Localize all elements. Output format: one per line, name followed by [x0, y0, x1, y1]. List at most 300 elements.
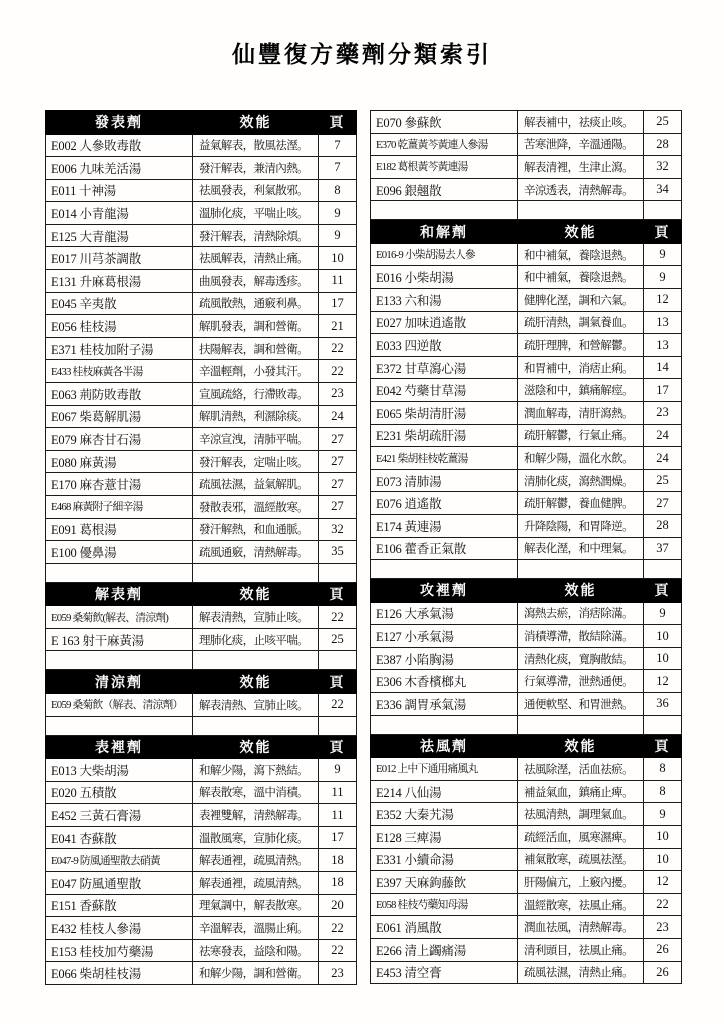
effect-cell: 解表通裡，疏風清熱。: [193, 849, 319, 872]
formula-row: [371, 780, 682, 803]
effect-cell: 祛風解表，清熱止痛。: [193, 247, 319, 270]
effect-cell: 潤血祛風，清熱解毒。: [518, 916, 644, 939]
formula-row: [371, 961, 682, 984]
spacer-cell: [46, 563, 193, 582]
formula-row: [371, 243, 682, 266]
spacer-cell: [319, 563, 357, 582]
effect-cell: 辛涼透表，清熱解毒。: [518, 178, 644, 201]
formula-row: [46, 202, 357, 225]
page-cell: 28: [644, 133, 682, 156]
effect-cell: 升降陰陽，和胃降逆。: [518, 515, 644, 538]
page-cell: 27: [319, 428, 357, 451]
formula-row: [46, 247, 357, 270]
effect-cell: 辛溫輕劑，小發其汗。: [193, 360, 319, 383]
index-table-right-body: [371, 111, 682, 984]
formula-row: [371, 379, 682, 402]
effect-column-header: 效能: [193, 735, 319, 759]
formula-row: [371, 825, 682, 848]
effect-cell: 疏肝清熱，調氣養血。: [518, 311, 644, 334]
formula-name-cell: E306 木香檳榔丸: [371, 670, 518, 693]
page-column-header: 頁: [319, 111, 357, 135]
page-cell: 23: [644, 916, 682, 939]
section-header-row: [371, 734, 682, 758]
effect-cell: 疏肝解鬱，行氣止痛。: [518, 424, 644, 447]
formula-row: [46, 894, 357, 917]
page-cell: 9: [319, 224, 357, 247]
formula-row: [46, 872, 357, 895]
formula-row: [46, 826, 357, 849]
page-cell: 27: [644, 492, 682, 515]
page-cell: 32: [319, 518, 357, 541]
formula-name-cell: E433 桂枝麻黃各半湯: [46, 360, 193, 383]
page-column-header: 頁: [319, 735, 357, 759]
formula-row: [371, 334, 682, 357]
formula-row: [46, 270, 357, 293]
section-category-header: 祛風劑: [371, 734, 518, 758]
spacer-cell: [518, 560, 644, 579]
spacer-cell: [518, 201, 644, 220]
section-header-row: [371, 579, 682, 603]
formula-name-cell: E065 柴胡清肝湯: [371, 402, 518, 425]
formula-name-cell: E170 麻杏薏甘湯: [46, 473, 193, 496]
page-cell: 8: [644, 758, 682, 781]
formula-name-cell: E091 葛根湯: [46, 518, 193, 541]
formula-name-cell: E020 五積散: [46, 781, 193, 804]
section-spacer-row: [46, 651, 357, 670]
formula-name-cell: E047-9 防風通聖散去硝黃: [46, 849, 193, 872]
formula-name-cell: E033 四逆散: [371, 334, 518, 357]
page-cell: 34: [644, 178, 682, 201]
page-cell: 36: [644, 693, 682, 716]
formula-row: [46, 405, 357, 428]
formula-row: [371, 916, 682, 939]
page-cell: 12: [644, 289, 682, 312]
page-cell: 23: [319, 383, 357, 406]
formula-name-cell: E056 桂枝湯: [46, 315, 193, 338]
formula-name-cell: E331 小續命湯: [371, 848, 518, 871]
formula-name-cell: E027 加味逍遙散: [371, 311, 518, 334]
spacer-cell: [371, 560, 518, 579]
formula-name-cell: E371 桂枝加附子湯: [46, 337, 193, 360]
page-cell: 27: [319, 450, 357, 473]
effect-cell: 發汗解表，清熱除煩。: [193, 224, 319, 247]
page-cell: 9: [644, 243, 682, 266]
formula-name-cell: E013 大柴胡湯: [46, 759, 193, 782]
page-cell: 25: [644, 469, 682, 492]
formula-row: [371, 178, 682, 201]
effect-cell: 健脾化溼，調和六氣。: [518, 289, 644, 312]
formula-name-cell: E133 六和湯: [371, 289, 518, 312]
effect-cell: 理肺化痰，止咳平喘。: [193, 628, 319, 651]
formula-name-cell: E067 柴葛解肌湯: [46, 405, 193, 428]
formula-row: [371, 938, 682, 961]
page-cell: 21: [319, 315, 357, 338]
page-cell: 11: [319, 781, 357, 804]
page-column-header: 頁: [319, 670, 357, 694]
formula-row: [46, 606, 357, 629]
page-cell: 11: [319, 270, 357, 293]
formula-row: [46, 804, 357, 827]
spacer-cell: [193, 563, 319, 582]
effect-cell: 發散表邪，溫經散寒。: [193, 496, 319, 519]
formula-row: [371, 289, 682, 312]
formula-name-cell: E041 杏蘇散: [46, 826, 193, 849]
formula-name-cell: E106 藿香正氣散: [371, 537, 518, 560]
effect-cell: 和中補氣，養陰退熱。: [518, 243, 644, 266]
formula-row: [371, 871, 682, 894]
effect-cell: 疏風散熱，通竅利鼻。: [193, 292, 319, 315]
effect-cell: 和解少陽，溫化水飲。: [518, 447, 644, 470]
formula-row: [371, 848, 682, 871]
effect-cell: 益氣解表，散風祛溼。: [193, 134, 319, 157]
page-cell: 26: [644, 961, 682, 984]
formula-name-cell: E352 大秦艽湯: [371, 803, 518, 826]
effect-cell: 瀉熱去瘀，消痞除滿。: [518, 602, 644, 625]
effect-cell: 解表通裡，疏風清熱。: [193, 872, 319, 895]
effect-cell: 解肌發表，調和營衛。: [193, 315, 319, 338]
page-column-header: 頁: [644, 220, 682, 244]
page-cell: 22: [319, 939, 357, 962]
page-cell: 26: [644, 938, 682, 961]
page-cell: 22: [644, 893, 682, 916]
formula-name-cell: E059 桑菊飲（解表、清涼劑）: [46, 693, 193, 716]
formula-name-cell: E047 防風通聖散: [46, 872, 193, 895]
effect-column-header: 效能: [193, 582, 319, 606]
section-category-header: 解表劑: [46, 582, 193, 606]
effect-cell: 通便軟堅、和胃泄熱。: [518, 693, 644, 716]
formula-name-cell: E128 三痺湯: [371, 825, 518, 848]
effect-cell: 溫散風寒，宣肺化痰。: [193, 826, 319, 849]
page-cell: 14: [644, 356, 682, 379]
effect-cell: 清肺化痰，瀉熱潤燥。: [518, 469, 644, 492]
formula-row: [371, 670, 682, 693]
formula-row: [46, 518, 357, 541]
index-table-left: [45, 110, 357, 985]
formula-name-cell: E063 荊防敗毒散: [46, 383, 193, 406]
formula-row: [371, 111, 682, 134]
section-spacer-row: [371, 201, 682, 220]
formula-name-cell: E387 小陷胸湯: [371, 647, 518, 670]
formula-name-cell: E014 小青龍湯: [46, 202, 193, 225]
formula-row: [46, 179, 357, 202]
formula-name-cell: E131 升麻葛根湯: [46, 270, 193, 293]
page-cell: 24: [319, 405, 357, 428]
effect-cell: 宣風疏絡，行滯敗毒。: [193, 383, 319, 406]
section-header-row: [46, 735, 357, 759]
formula-row: [46, 450, 357, 473]
formula-name-cell: E016 小柴胡湯: [371, 266, 518, 289]
formula-row: [371, 266, 682, 289]
page-cell: 10: [319, 247, 357, 270]
formula-row: [46, 628, 357, 651]
effect-cell: 解表清熱，宣肺止咳。: [193, 606, 319, 629]
page-cell: 27: [319, 473, 357, 496]
formula-row: [46, 496, 357, 519]
section-spacer-row: [371, 560, 682, 579]
effect-cell: 潤血解毒，清肝瀉熱。: [518, 402, 644, 425]
section-category-header: 攻裡劑: [371, 579, 518, 603]
effect-cell: 祛風清熱，調理氣血。: [518, 803, 644, 826]
formula-name-cell: E214 八仙湯: [371, 780, 518, 803]
spacer-cell: [644, 560, 682, 579]
formula-row: [46, 541, 357, 564]
formula-name-cell: E151 香蘇散: [46, 894, 193, 917]
page-cell: 20: [319, 894, 357, 917]
effect-cell: 補氣散寒，疏風祛溼。: [518, 848, 644, 871]
page-cell: 7: [319, 134, 357, 157]
effect-cell: 解表散寒，溫中消積。: [193, 781, 319, 804]
formula-name-cell: E174 黃連湯: [371, 515, 518, 538]
effect-cell: 辛溫解表，溫腸止痢。: [193, 917, 319, 940]
page-cell: 10: [644, 647, 682, 670]
page-cell: 8: [644, 780, 682, 803]
page-column-header: 頁: [644, 579, 682, 603]
formula-row: [46, 134, 357, 157]
formula-row: [371, 469, 682, 492]
formula-name-cell: E045 辛夷散: [46, 292, 193, 315]
effect-cell: 辛涼宣洩，清肺平喘。: [193, 428, 319, 451]
page-cell: 37: [644, 537, 682, 560]
effect-cell: 解表化溼，和中理氣。: [518, 537, 644, 560]
formula-name-cell: E231 柴胡疏肝湯: [371, 424, 518, 447]
formula-row: [371, 424, 682, 447]
effect-cell: 滋陰和中，鎮痛解痙。: [518, 379, 644, 402]
formula-name-cell: E453 清空膏: [371, 961, 518, 984]
page-cell: 24: [644, 447, 682, 470]
page-cell: 35: [319, 541, 357, 564]
formula-row: [46, 337, 357, 360]
formula-name-cell: E079 麻杏甘石湯: [46, 428, 193, 451]
page-cell: 9: [319, 202, 357, 225]
page-cell: 27: [319, 496, 357, 519]
page-cell: 23: [644, 402, 682, 425]
page-cell: 10: [644, 825, 682, 848]
formula-row: [371, 893, 682, 916]
formula-row: [46, 224, 357, 247]
spacer-cell: [371, 201, 518, 220]
formula-name-cell: E372 甘草瀉心湯: [371, 356, 518, 379]
spacer-cell: [46, 716, 193, 735]
formula-row: [46, 962, 357, 985]
page-cell: 10: [644, 625, 682, 648]
page-cell: 17: [319, 826, 357, 849]
page-cell: 28: [644, 515, 682, 538]
effect-cell: 肝陽偏亢，上竅內擾。: [518, 871, 644, 894]
formula-row: [371, 803, 682, 826]
formula-row: [46, 383, 357, 406]
formula-name-cell: E 163 射干麻黃湯: [46, 628, 193, 651]
formula-row: [371, 647, 682, 670]
page-cell: 25: [644, 111, 682, 134]
formula-row: [371, 156, 682, 179]
section-category-header: 發表劑: [46, 111, 193, 135]
formula-name-cell: E153 桂枝加芍藥湯: [46, 939, 193, 962]
formula-name-cell: E397 天麻鉤藤飲: [371, 871, 518, 894]
effect-cell: 發汗解熱，和血通脈。: [193, 518, 319, 541]
formula-name-cell: E059 桑菊飲(解表、清涼劑): [46, 606, 193, 629]
formula-name-cell: E452 三黃石膏湯: [46, 804, 193, 827]
effect-cell: 祛風除溼，活血祛瘀。: [518, 758, 644, 781]
section-header-row: [46, 670, 357, 694]
section-category-header: 和解劑: [371, 220, 518, 244]
formula-row: [371, 537, 682, 560]
formula-row: [371, 402, 682, 425]
formula-row: [46, 781, 357, 804]
formula-name-cell: E042 芍藥甘草湯: [371, 379, 518, 402]
section-spacer-row: [371, 715, 682, 734]
effect-cell: 發汗解表，定喘止咳。: [193, 450, 319, 473]
formula-row: [46, 939, 357, 962]
formula-row: [46, 759, 357, 782]
formula-row: [371, 515, 682, 538]
effect-cell: 發汗解表，兼清內熱。: [193, 157, 319, 180]
page-cell: 22: [319, 360, 357, 383]
page-cell: 22: [319, 693, 357, 716]
spacer-cell: [46, 651, 193, 670]
formula-row: [46, 428, 357, 451]
formula-name-cell: E125 大青龍湯: [46, 224, 193, 247]
page-cell: 32: [644, 156, 682, 179]
formula-row: [371, 133, 682, 156]
formula-name-cell: E017 川芎茶調散: [46, 247, 193, 270]
spacer-cell: [319, 651, 357, 670]
effect-cell: 苦寒泄降，辛溫通陽。: [518, 133, 644, 156]
formula-name-cell: E016-9 小柴胡湯去人參: [371, 243, 518, 266]
page-cell: 12: [644, 670, 682, 693]
effect-cell: 疏風通竅，清熱解毒。: [193, 541, 319, 564]
formula-name-cell: E421 柴胡桂枝乾薑湯: [371, 447, 518, 470]
page-cell: 9: [644, 602, 682, 625]
formula-row: [46, 693, 357, 716]
effect-cell: 和胃補中，消痞止痢。: [518, 356, 644, 379]
formula-name-cell: E370 乾薑黃芩黃連人參湯: [371, 133, 518, 156]
formula-name-cell: E073 清肺湯: [371, 469, 518, 492]
page-column-header: 頁: [644, 734, 682, 758]
effect-cell: 溫肺化痰，平喘止咳。: [193, 202, 319, 225]
formula-name-cell: E066 柴胡桂枝湯: [46, 962, 193, 985]
effect-cell: 理氣調中，解表散寒。: [193, 894, 319, 917]
effect-cell: 解表補中，祛痰止咳。: [518, 111, 644, 134]
spacer-cell: [193, 716, 319, 735]
spacer-cell: [193, 651, 319, 670]
spacer-cell: [644, 715, 682, 734]
formula-row: [371, 356, 682, 379]
effect-cell: 扶陽解表，調和營衛。: [193, 337, 319, 360]
formula-row: [371, 758, 682, 781]
effect-column-header: 效能: [518, 734, 644, 758]
section-header-row: [46, 582, 357, 606]
effect-cell: 疏風祛濕，益氣解肌。: [193, 473, 319, 496]
formula-row: [46, 849, 357, 872]
effect-cell: 疏經活血，風寒濕痺。: [518, 825, 644, 848]
formula-row: [46, 157, 357, 180]
effect-cell: 和中補氣，養陰退熱。: [518, 266, 644, 289]
page-cell: 18: [319, 872, 357, 895]
formula-name-cell: E182 葛根黃芩黃連湯: [371, 156, 518, 179]
effect-cell: 祛寒發表，益陰和陽。: [193, 939, 319, 962]
page-cell: 8: [319, 179, 357, 202]
formula-name-cell: E070 參蘇飲: [371, 111, 518, 134]
formula-row: [371, 311, 682, 334]
formula-row: [371, 693, 682, 716]
page-cell: 13: [644, 334, 682, 357]
effect-cell: 疏風祛濕，清熱止痛。: [518, 961, 644, 984]
page-cell: 22: [319, 917, 357, 940]
formula-row: [46, 292, 357, 315]
page-cell: 17: [319, 292, 357, 315]
page-cell: 17: [644, 379, 682, 402]
formula-row: [371, 492, 682, 515]
spacer-cell: [371, 715, 518, 734]
effect-column-header: 效能: [518, 220, 644, 244]
page-cell: 9: [644, 266, 682, 289]
section-category-header: 表裡劑: [46, 735, 193, 759]
page-cell: 12: [644, 871, 682, 894]
formula-name-cell: E012 上中下通用痛風丸: [371, 758, 518, 781]
formula-name-cell: E432 桂枝人參湯: [46, 917, 193, 940]
page-cell: 10: [644, 848, 682, 871]
formula-name-cell: E336 調胃承氣湯: [371, 693, 518, 716]
formula-name-cell: E061 消風散: [371, 916, 518, 939]
formula-row: [46, 917, 357, 940]
formula-row: [371, 447, 682, 470]
effect-cell: 消積導滯，散結除滿。: [518, 625, 644, 648]
page-cell: 22: [319, 606, 357, 629]
effect-cell: 解肌清熱，利濕除痰。: [193, 405, 319, 428]
spacer-cell: [644, 201, 682, 220]
formula-row: [371, 625, 682, 648]
page-cell: 9: [319, 759, 357, 782]
index-table-right: [370, 110, 682, 984]
formula-row: [371, 602, 682, 625]
formula-name-cell: E002 人參敗毒散: [46, 134, 193, 157]
effect-cell: 曲風發表，解毒透疹。: [193, 270, 319, 293]
formula-name-cell: E076 逍遙散: [371, 492, 518, 515]
effect-cell: 和解少陽，瀉下熱結。: [193, 759, 319, 782]
formula-name-cell: E006 九味羌活湯: [46, 157, 193, 180]
effect-cell: 補益氣血，鎮痛止痺。: [518, 780, 644, 803]
page-title: 仙豐復方藥劑分類索引: [232, 42, 492, 67]
page-cell: 23: [319, 962, 357, 985]
formula-row: [46, 360, 357, 383]
index-columns: [45, 110, 682, 985]
page-cell: 22: [319, 337, 357, 360]
formula-name-cell: E058 桂枝芍藥知母湯: [371, 893, 518, 916]
effect-column-header: 效能: [193, 111, 319, 135]
section-header-row: [371, 220, 682, 244]
page-column-header: 頁: [319, 582, 357, 606]
formula-row: [46, 473, 357, 496]
effect-cell: 疏肝理脾，和營解鬱。: [518, 334, 644, 357]
effect-cell: 祛風發表，利氣散邪。: [193, 179, 319, 202]
formula-name-cell: E266 清上蠲痛湯: [371, 938, 518, 961]
spacer-cell: [518, 715, 644, 734]
effect-cell: 解表清裡，生津止瀉。: [518, 156, 644, 179]
effect-cell: 清利頭目，祛風止痛。: [518, 938, 644, 961]
effect-cell: 清熱化痰，寬胸散結。: [518, 647, 644, 670]
section-header-row: [46, 111, 357, 135]
formula-name-cell: E080 麻黃湯: [46, 450, 193, 473]
effect-cell: 和解少陽，調和營衛。: [193, 962, 319, 985]
formula-name-cell: E096 銀翹散: [371, 178, 518, 201]
section-spacer-row: [46, 563, 357, 582]
formula-row: [46, 315, 357, 338]
page-cell: 7: [319, 157, 357, 180]
effect-column-header: 效能: [518, 579, 644, 603]
page-cell: 11: [319, 804, 357, 827]
formula-name-cell: E127 小承氣湯: [371, 625, 518, 648]
formula-name-cell: E011 十神湯: [46, 179, 193, 202]
